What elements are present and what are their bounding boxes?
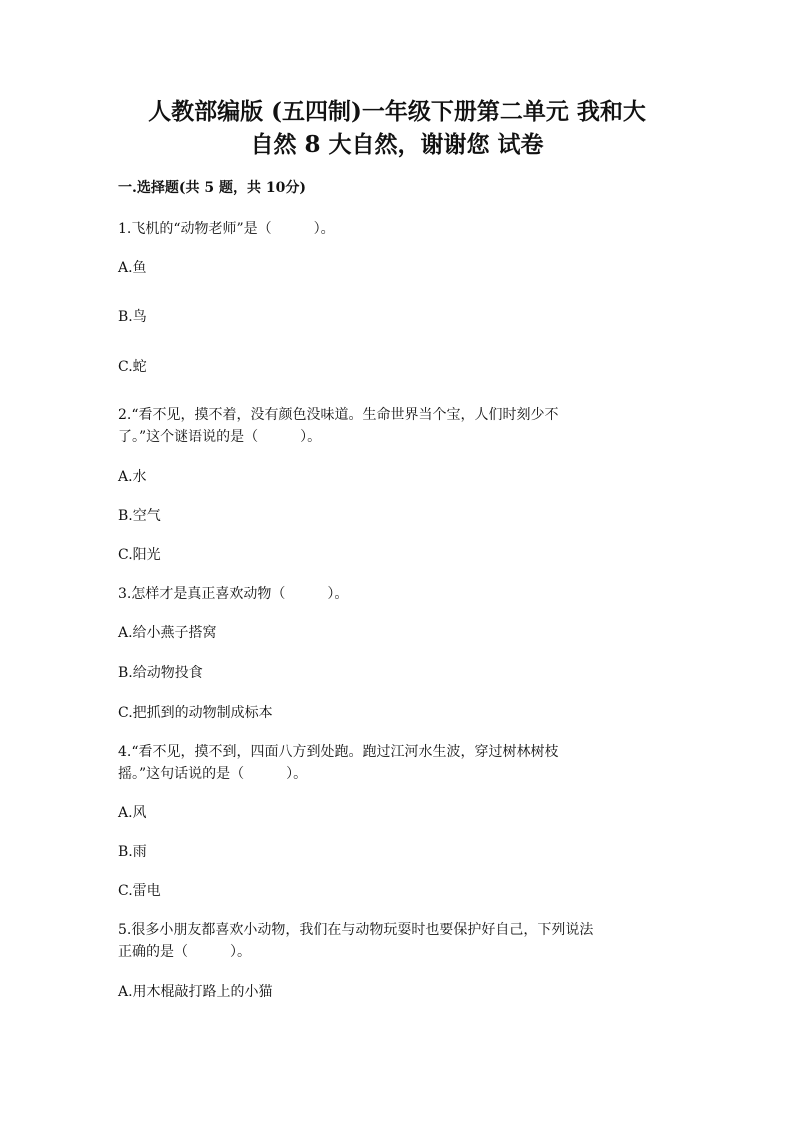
question-3-text: 3.怎样才是真正喜欢动物（ ）。 (118, 586, 349, 602)
question-2-option-a: A.水 (118, 469, 147, 485)
question-4-option-c: C.雷电 (118, 883, 161, 899)
question-5-text-line-2: 正确的是（ ）。 (118, 944, 251, 960)
question-2-text-line-2: 了。”这个谜语说的是（ ）。 (118, 429, 322, 445)
question-2-text-line-1: 2.“看不见，摸不着，没有颜色没味道。生命世界当个宝，人们时刻少不 (118, 407, 559, 423)
question-1-text: 1.飞机的“动物老师”是（ ）。 (118, 221, 335, 237)
question-4-text-line-1: 4.“看不见，摸不到，四面八方到处跑。跑过江河水生波，穿过树林树枝 (118, 744, 559, 760)
section-heading: 一.选择题(共 5 题，共 10分) (118, 180, 306, 196)
question-1-option-b: B.鸟 (118, 309, 147, 325)
question-5-option-a: A.用木棍敲打路上的小猫 (118, 984, 273, 1000)
question-2-option-c: C.阳光 (118, 547, 161, 563)
question-3-option-b: B.给动物投食 (118, 665, 203, 681)
question-4-option-b: B.雨 (118, 844, 147, 860)
question-5-text-line-1: 5.很多小朋友都喜欢小动物，我们在与动物玩耍时也要保护好自己，下列说法 (118, 922, 594, 938)
question-3-option-c: C.把抓到的动物制成标本 (118, 705, 273, 721)
page-title-line-2: 自然 8 大自然，谢谢您 试卷 (250, 131, 544, 158)
question-2-option-b: B.空气 (118, 508, 161, 524)
page-title-line-1: 人教部编版 (五四制)一年级下册第二单元 我和大 (148, 98, 646, 125)
question-3-option-a: A.给小燕子搭窝 (118, 625, 217, 641)
question-4-option-a: A.风 (118, 805, 147, 821)
question-1-option-a: A.鱼 (118, 260, 147, 276)
question-1-option-c: C.蛇 (118, 359, 147, 375)
question-4-text-line-2: 摇。”这句话说的是（ ）。 (118, 766, 308, 782)
